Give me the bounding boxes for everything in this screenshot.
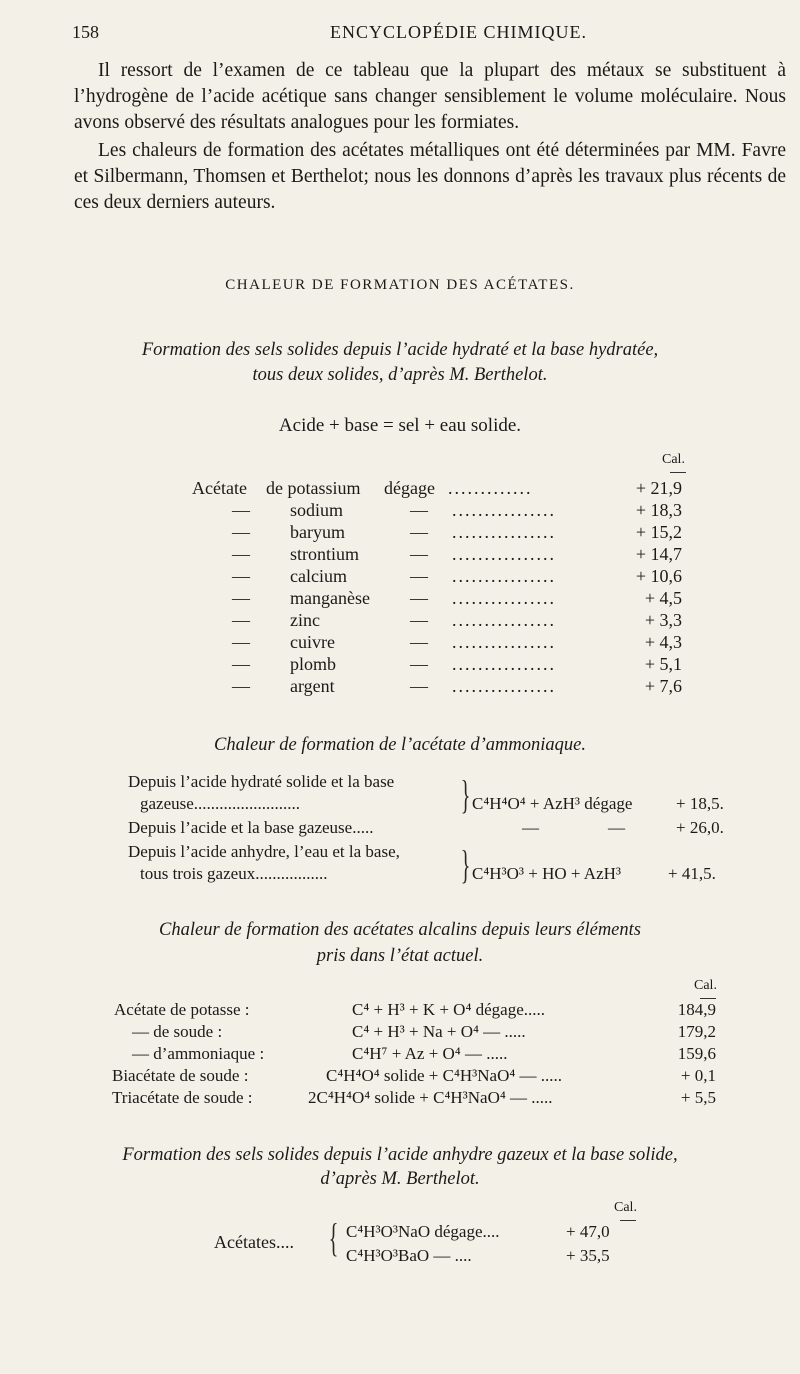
sec2-value1: + 18,5. xyxy=(676,794,724,813)
sec1-table: Acétate de potassium dégage ............. + 21,9 — sodium — ................ + 18,3 — baryum — ................ + 15,2 — strontium — ................ + 14,7 — calcium — ................ + 10,6 — manganèse — ................ + 4,5 — zinc — ................ + 3,3 — cuivre — ................ + 4,3 — plomb — ................ + 5,1 — argent — ................ + 7,6 xyxy=(192,478,682,696)
sec2-value2: + 26,0. xyxy=(676,818,724,837)
sec4-formula1: C⁴H³O³NaO dégage.... xyxy=(346,1222,500,1241)
sec1-unit: Cal. xyxy=(662,452,685,467)
dot-leader: ................ xyxy=(452,522,556,542)
brace-glyph: } xyxy=(460,772,471,817)
sec2-value3: + 41,5. xyxy=(668,864,716,883)
page-number: 158 xyxy=(72,22,99,42)
dot-leader: ................ xyxy=(452,500,556,520)
sec3-unit-rule xyxy=(700,998,716,999)
running-header xyxy=(72,18,762,48)
dot-leader: ................ xyxy=(452,588,556,608)
sec4-label: Acétates.... xyxy=(214,1232,294,1252)
dot-leader: ................ xyxy=(452,654,556,674)
sec3-unit: Cal. xyxy=(694,978,717,993)
sec4-unit: Cal. xyxy=(614,1200,637,1215)
sec3-title-line1: Chaleur de formation des acétates alcalins depuis leurs éléments xyxy=(159,920,641,940)
sec1-title-line2: tous deux solides, d’après M. Berthelot. xyxy=(252,365,548,385)
sec2-ditto1: — xyxy=(522,818,539,837)
sec4-value2: + 35,5 xyxy=(566,1246,610,1265)
sec2-title: Chaleur de formation de l’acétate d’ammoniaque. xyxy=(214,735,586,755)
dot-leader: ................ xyxy=(452,676,556,696)
sec1-equation: Acide + base = sel + eau solide. xyxy=(278,415,522,436)
sec2-line3a: Depuis l’acide anhydre, l’eau et la base, xyxy=(128,842,400,861)
brace-glyph: } xyxy=(460,842,471,887)
sec3-table: Acétate de potasse : C⁴ + H³ + K + O⁴ dégage..... 184,9 — de soude : C⁴ + H³ + Na + O⁴ — ..... 179,2 — d’ammoniaque : C⁴H⁷ + Az + O⁴ — ..... 159,6 Biacétate de soude : C⁴H⁴O⁴ solide + C⁴H³NaO⁴ — ..... + 0,1 Triacétate de soude : 2C⁴H⁴O⁴ solide + C⁴H³NaO⁴ — ..... + 5,5 xyxy=(112,1000,716,1107)
sec4-formula2: C⁴H³O³BaO — .... xyxy=(346,1246,472,1265)
sec1-title-line1: Formation des sels solides depuis l’acide hydraté et la base hydratée, xyxy=(141,340,659,360)
brace-glyph: } xyxy=(328,1215,339,1260)
section-title: CHALEUR DE FORMATION DES ACÉTATES. xyxy=(225,277,575,293)
running-title: ENCYCLOPÉDIE CHIMIQUE. xyxy=(330,22,587,42)
dot-leader: ................ xyxy=(452,632,556,652)
dot-leader: ................ xyxy=(452,544,556,564)
intro-paragraph-2: Les chaleurs de formation des acétates métalliques ont été déterminées par MM. Favre et Silbermann, Thomsen et Berthelot; nous les donnons d’après les travaux plus récents de ces deux derniers auteurs. xyxy=(74,140,786,213)
dot-leader: ............. xyxy=(448,478,533,498)
sec1-unit-rule xyxy=(670,472,686,473)
sec2-formula1: C⁴H⁴O⁴ + AzH³ dégage xyxy=(472,794,633,813)
sec2-ditto2: — xyxy=(608,818,625,837)
sec3-title-line2: pris dans l’état actuel. xyxy=(316,946,484,966)
intro-paragraph-1: Il ressort de l’examen de ce tableau que la plupart des métaux se substituent à l’hydrogène de l’acide acétique sans changer sensiblement le volume moléculaire. Nous avons observé des résultats analogues pour les formiates. xyxy=(74,60,786,133)
sec2-line2: Depuis l’acide et la base gazeuse..... xyxy=(128,818,374,837)
sec2-line1b: gazeuse......................... xyxy=(140,794,301,813)
sec4-title-line1: Formation des sels solides depuis l’acide anhydre gazeux et la base solide, xyxy=(122,1145,678,1165)
dot-leader: ................ xyxy=(452,566,556,586)
sec4-title-line2: d’après M. Berthelot. xyxy=(320,1169,480,1189)
sec2-line1a: Depuis l’acide hydraté solide et la base xyxy=(128,772,395,791)
sec2-formula3: C⁴H³O³ + HO + AzH³ xyxy=(472,864,621,883)
sec4-unit-rule xyxy=(620,1220,636,1221)
sec2-line3b: tous trois gazeux................. xyxy=(140,864,328,883)
dot-leader: ................ xyxy=(452,610,556,630)
sec4-value1: + 47,0 xyxy=(566,1222,610,1241)
